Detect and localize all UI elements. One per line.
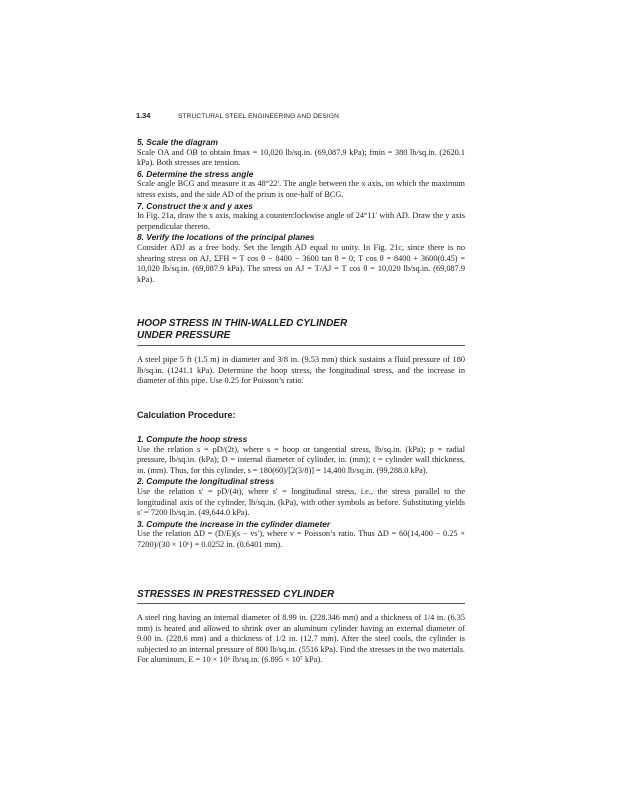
- step-text: Use the relation s′ = pD/(4t), where s′ = longitudinal stress, i.e., the stress parallel to the longitudinal axis of the cylinder, lb/sq.in. (kPa), with other symbols as before. Substituting yields s′ = 7200 lb/sq.in. (49,644.0 kPa).: [137, 486, 465, 518]
- step-text: Consider ADJ as a free body. Set the length AD equal to unity. In Fig. 21c, since there is no shearing stress on AJ, ΣFH = T cos θ − 8400 − 3600 tan θ = 0; T cos θ = 8400 + 3600(0.45) = 10,020 lb/sq.in. (69,087.9 kPa). The stress on AJ = T/AJ = T cos θ = 10,020 lb/sq.in. (69,087.9 kPa).: [137, 242, 465, 284]
- problem-text: A steel ring having an internal diameter of 8.99 in. (228.346 mm) and a thickness of 1/4 in. (6.35 mm) is heated and allowed to shrink over an aluminum cylinder having an external diameter of 9.00 in. (228.6 mm) and a thickness of 1/2 in. (12.7 mm). After the steel cools, the cylinder is subjected to an internal pressure of 800 lb/sq.in. (5516 kPa). Find the stresses in the two materials. For aluminum, E = 10 × 10⁶ lb/sq.in. (6.895 × 10⁷ kPa).: [137, 613, 465, 665]
- step-heading: 3. Compute the increase in the cylinder diameter: [137, 518, 331, 529]
- step-text: Use the relation s = pD/(2t), where s = hoop or tangential stress, lb/sq.in. (kPa); p = radial pressure, lb/sq.in. (kPa); D = internal diameter of cylinder, in. (mm); t = cylinder wall thickness, in. (mm). Thus, for this cylinder, s = 180(60)/[2(3/8)] = 14,400 lb/sq.in. (99,288.0 kPa).: [137, 444, 465, 475]
- running-header: [137, 111, 465, 123]
- hoop-steps: [137, 434, 465, 551]
- problem-text: A steel pipe 5 ft (1.5 m) in diameter and 3/8 in. (9.53 mm) thick sustains a fluid pressure of 180 lb/sq.in. (1241.1 kPa). Determine the hoop stress, the longitudinal stress, and the increase in diameter of this pipe. Use 0.25 for Poisson’s ratio.: [137, 355, 465, 386]
- step-text: In Fig. 21a, draw the x axis, making a counterclockwise angle of 24°11′ with AD. Draw the y axis perpendicular thereto.: [137, 211, 465, 231]
- step-text: Scale angle BCG and measure it as 48°22′. The angle between the x axis, on which the maximum stress exists, and the side AD of the prism is one-half of BCG.: [137, 179, 465, 199]
- calculation-procedure-label: Calculation Procedure:: [137, 410, 236, 420]
- step-heading: 6. Determine the stress angle: [137, 168, 254, 179]
- top-steps: [137, 137, 465, 285]
- step-text: Use the relation ΔD = (D/E)(s − vs′), where v = Poisson’s ratio. Thus ΔD = 60(14,400 − 0.25 × 7200)/(30 × 10⁶) = 0.0252 in. (0.6401 mm).: [137, 529, 465, 549]
- section-title-line: HOOP STRESS IN THIN-WALLED CYLINDER: [137, 318, 348, 329]
- section-title-hoop: [137, 318, 465, 342]
- section-rule: [137, 345, 465, 346]
- step-heading: 8. Verify the locations of the principal planes: [137, 232, 315, 243]
- hoop-problem: [137, 355, 465, 387]
- step-text: Scale OA and OB to obtain fmax = 10,020 lb/sq.in. (69,087.9 kPa); fmin = 380 lb/sq.in. (2620.1 kPa). Both stresses are tension.: [137, 147, 465, 168]
- section-rule: [137, 603, 465, 604]
- step-heading: 5. Scale the diagram: [137, 137, 218, 147]
- section-title-line: UNDER PRESSURE: [137, 330, 231, 341]
- step-heading: 7. Construct the x and y axes: [137, 200, 253, 211]
- page-number: 1.34: [136, 111, 151, 120]
- prestressed-problem: [137, 613, 465, 666]
- section-title-prestressed: STRESSES IN PRESTRESSED CYLINDER: [137, 589, 335, 600]
- step-heading: 1. Compute the hoop stress: [137, 434, 248, 444]
- running-title: STRUCTURAL STEEL ENGINEERING AND DESIGN: [178, 113, 339, 120]
- step-heading: 2. Compute the longitudinal stress: [137, 476, 275, 487]
